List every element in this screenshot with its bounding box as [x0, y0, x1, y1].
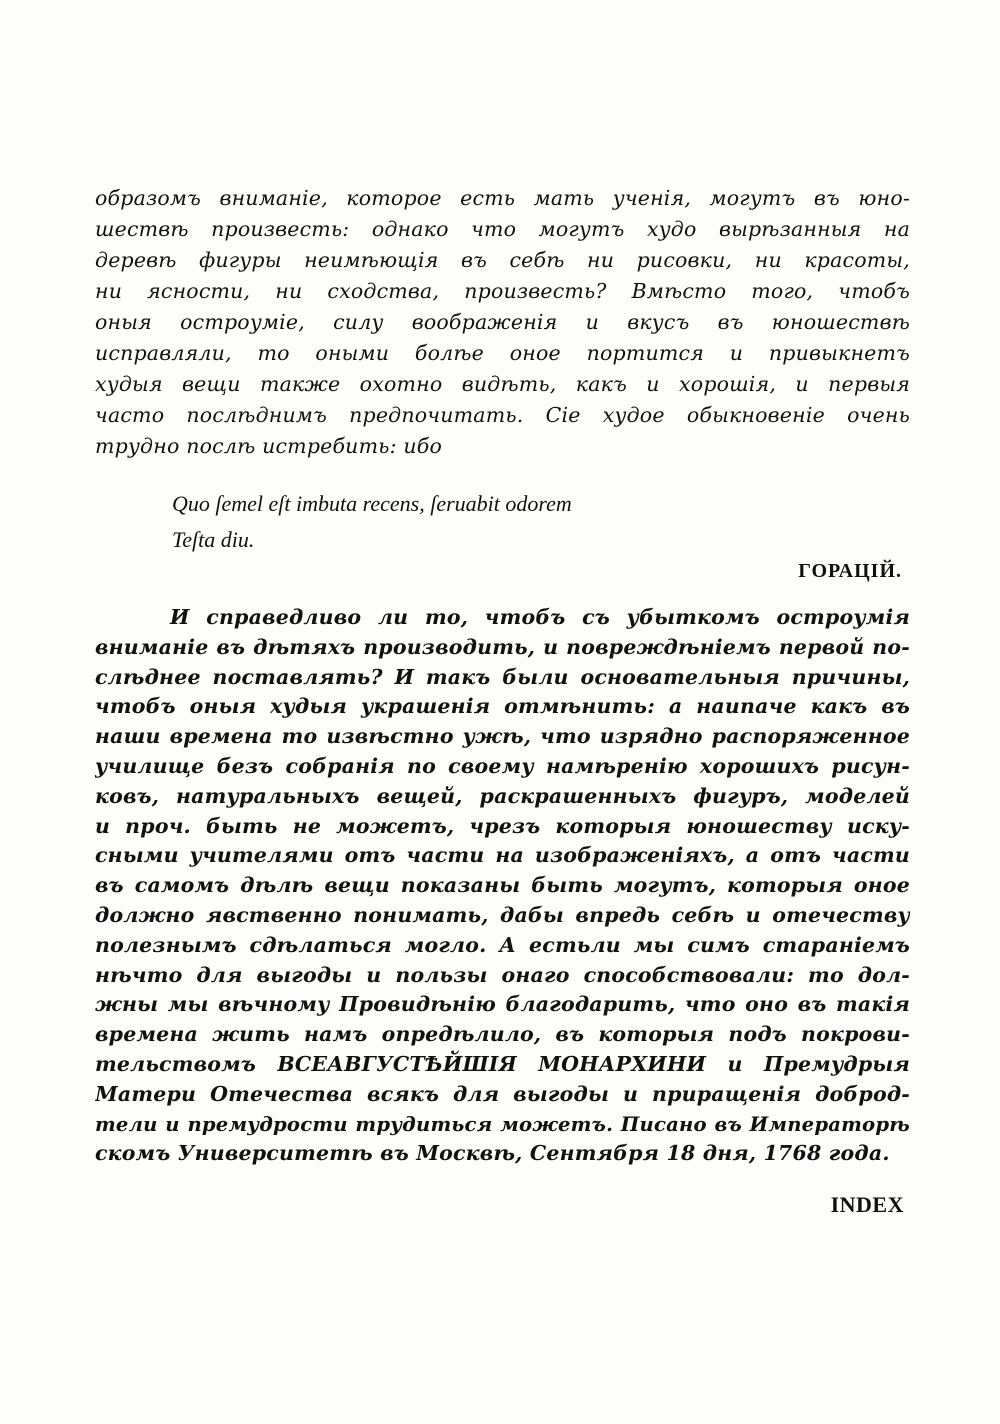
text-line: вниманіе въ дѣтяхъ производить, и повреждѣніемъ первой по- — [95, 634, 910, 659]
text-line: и проч. быть не можетъ, чрезъ которыя юношеству иску- — [95, 813, 910, 838]
text-line: тели и премудрости трудиться можетъ. Писано въ Императорѣ — [95, 1112, 910, 1136]
text-line: И справедливо ли то, чтобъ съ убыткомъ остроумія — [170, 605, 910, 629]
text-line: должно явственно понимать, дабы впредь себѣ и отечеству — [95, 902, 910, 927]
text-line: образомъ вниманіе, которое есть мать ученія, могутъ въ юно- — [95, 186, 910, 210]
text-line: деревѣ фигуры неимѣющія въ себѣ ни рисовки, ни красоты, — [95, 248, 910, 272]
text-line: тельствомъ ВСЕАВГУСТѢЙШІЯ МОНАРХИНИ и Премудрыя — [95, 1051, 910, 1076]
quote-attribution: ГОРАЦІЙ. — [798, 560, 902, 582]
catchword: INDEX — [830, 1192, 904, 1217]
text-line: наши времена то извѣстно ужѣ, что изрядно распоряженное — [95, 724, 910, 749]
latin-quote — [172, 486, 572, 558]
text-line: ковъ, натуральныхъ вещей, раскрашенныхъ фигуръ, моделей — [95, 783, 910, 808]
text-line: слѣднее поставлять? И такъ были основательныя причины, — [95, 664, 910, 689]
text-line: жны мы вѣчному Провидѣнію благодарить, что оно въ такія — [95, 992, 910, 1017]
paragraph-1 — [95, 183, 910, 462]
text-line: полезнымъ сдѣлаться могло. А естьли мы симъ стараніемъ — [95, 932, 910, 957]
text-line: трудно послѣ истребить: ибо — [95, 434, 443, 458]
text-line: ни ясности, ни сходства, произвесть? Вмѣсто того, чтобъ — [95, 279, 910, 303]
text-line: нѣчто для выгоды и пользы онаго способствовали: то дол- — [95, 962, 910, 987]
text-line: шествѣ произвесть: однако что могутъ худо вырѣзанныя на — [95, 217, 910, 241]
text-line: скомъ Университетѣ въ Москвѣ, Сентября 18 дня, 1768 года. — [95, 1141, 890, 1166]
text-line: училище безъ собранія по своему намѣренію хорошихъ рисун- — [95, 753, 910, 778]
text-line: времена жить намъ опредѣлило, въ которыя подъ покрови- — [95, 1022, 910, 1047]
text-line: исправляли, то оными болѣе оное портится и привыкнетъ — [95, 341, 910, 365]
text-line: Матери Отечества всякъ для выгоды и приращенія доброд- — [95, 1081, 910, 1106]
quote-line: Teſta diu. — [172, 527, 255, 552]
paragraph-2 — [95, 603, 910, 1169]
quote-line: Quo ſemel eſt imbuta recens, ſeruabit odorem — [172, 491, 572, 516]
text-line: оныя остроуміе, силу воображенія и вкусъ въ юношествѣ — [95, 310, 910, 334]
text-line: сными учителями отъ части на изображеніяхъ, а отъ части — [95, 843, 910, 868]
text-line: часто послѣднимъ предпочитать. Сіе худое обыкновеніе очень — [95, 403, 910, 427]
text-line: худыя вещи также охотно видѣть, какъ и хорошія, и первыя — [95, 372, 910, 396]
text-line: въ самомъ дѣлѣ вещи показаны быть могутъ, которыя оное — [95, 873, 910, 898]
text-line: чтобъ оныя худыя украшенія отмѣнить: а наипаче какъ въ — [95, 694, 910, 719]
